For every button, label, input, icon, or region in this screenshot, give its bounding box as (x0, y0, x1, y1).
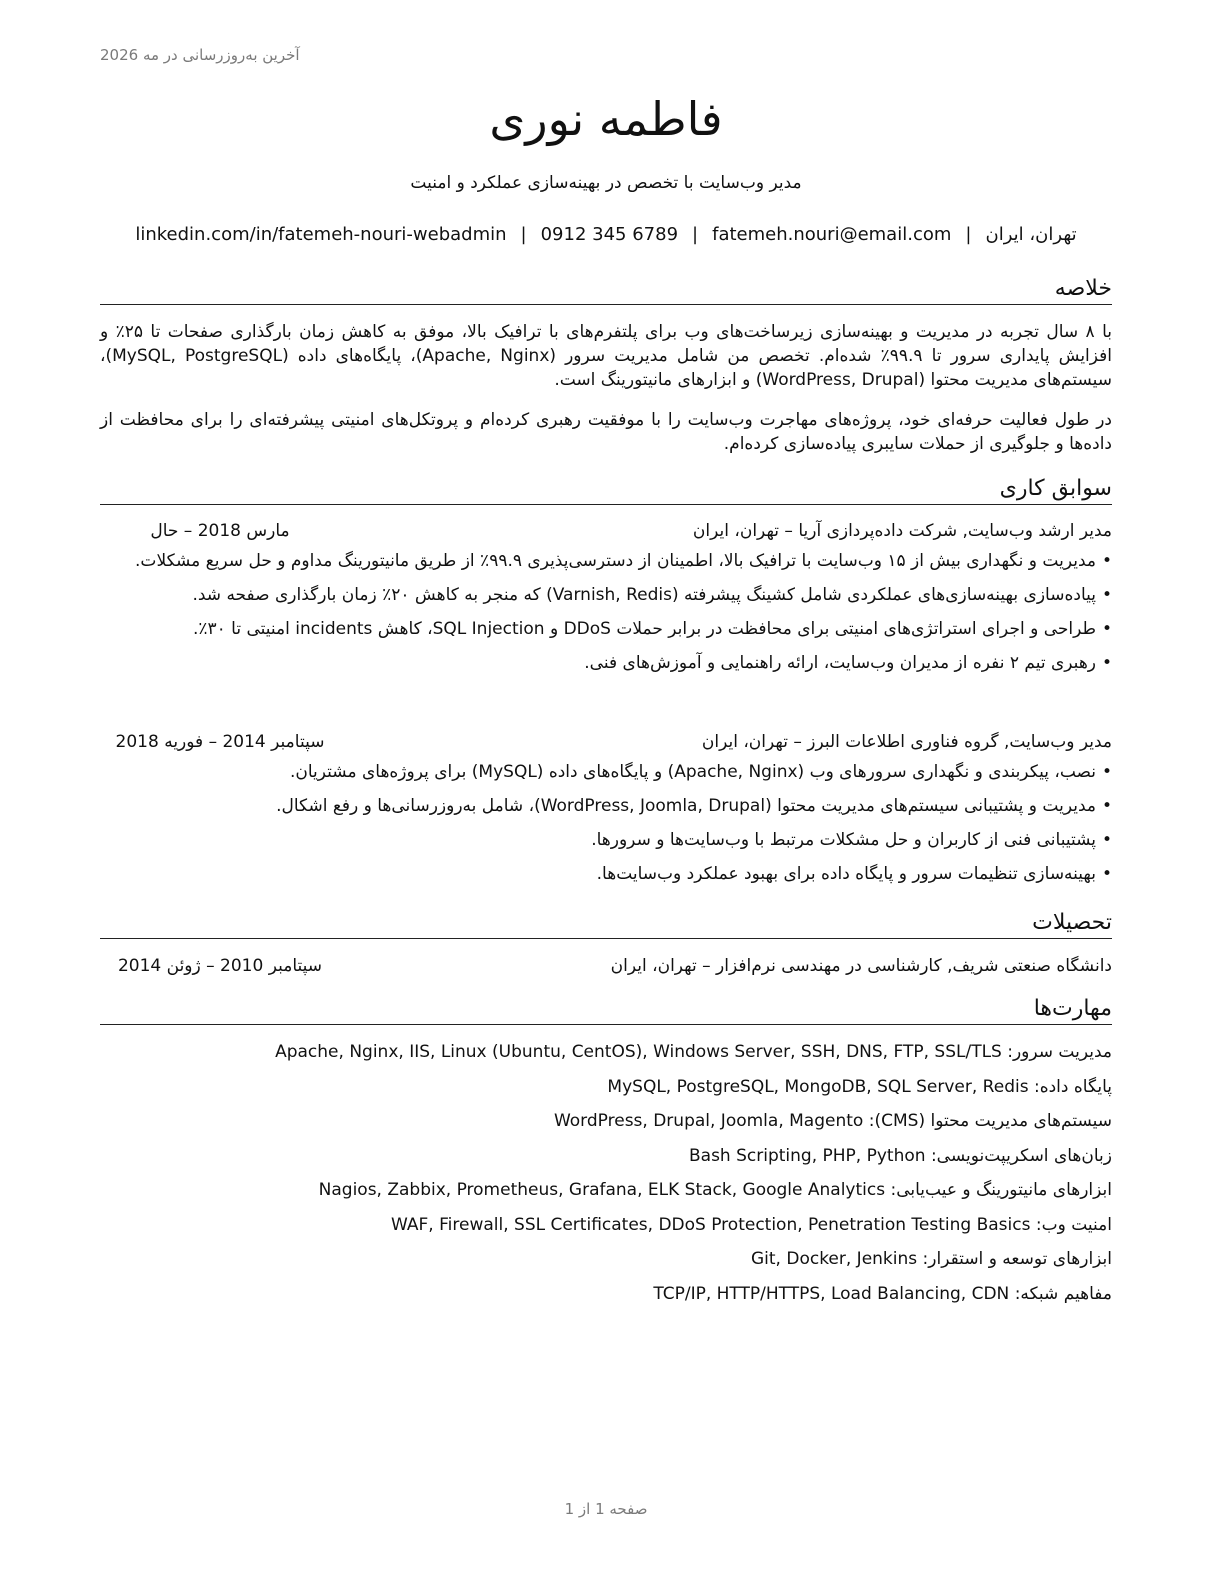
list-item: • طراحی و اجرای استراتژی‌های امنیتی برای محافظت در برابر حملات DDoS و SQL Injection، کاهش incidents امنیتی تا ۳۰٪. (100, 617, 1112, 641)
skill-row (100, 1144, 1112, 1179)
person-name: فاطمه نوری (489, 92, 723, 146)
skill-value: Apache, Nginx, IIS, Linux (Ubuntu, CentOS), Windows Server, SSH, DNS, FTP, SSL/TLS (275, 1042, 1002, 1062)
skill-label: پایگاه داده: (1033, 1076, 1112, 1097)
list-item: • پشتیبانی فنی از کاربران و حل مشکلات مرتبط با وب‌سایت‌ها و سرورها. (100, 828, 1112, 852)
job-title: مدیر وب‌سایت, گروه فناوری اطلاعات البرز – تهران، ایران (701, 732, 1112, 752)
job-title-subtitle: مدیر وب‌سایت با تخصص در بهینه‌سازی عملکرد و امنیت (410, 173, 802, 193)
contact-location: تهران، ایران (985, 224, 1077, 245)
skill-label: زبان‌های اسکریپت‌نویسی: (930, 1145, 1112, 1166)
skill-value: WAF, Firewall, SSL Certificates, DDoS Protection, Penetration Testing Basics (391, 1214, 1031, 1235)
list-item: • پیاده‌سازی بهینه‌سازی‌های عملکردی شامل کشینگ پیشرفته (Varnish, Redis) که منجر به کاهش ۲۰٪ زمان بارگذاری صفحه شد. (100, 583, 1112, 607)
summary-paragraph: با ۸ سال تجربه در مدیریت و بهینه‌سازی زیرساخت‌های وب برای پلتفرم‌های با ترافیک بالا، موفق به کاهش زمان بارگذاری صفحات تا ۲۵٪ و افزایش پایداری سرور تا ۹۹.۹٪ شده‌ام. تخصص من شامل مدیریت سرور (Apache, Nginx)، پایگاه‌های داده (MySQL, PostgreSQL)، سیستم‌های مدیریت محتوا (WordPress, Drupal) و ابزارهای مانیتورینگ است. (100, 322, 1112, 390)
summary-paragraph: در طول فعالیت حرفه‌ای خود، پروژه‌های مهاجرت وب‌سایت را با موفقیت رهبری کرده‌ام و پروتکل‌های امنیتی پیشرفته‌ای را برای محافظت از داده‌ها و جلوگیری از حملات سایبری پیاده‌سازی کرده‌ام. (100, 410, 1112, 454)
contact-separator: | (692, 224, 699, 245)
skill-value: MySQL, PostgreSQL, MongoDB, SQL Server, Redis (607, 1076, 1029, 1097)
section-title-education: تحصیلات (100, 909, 1112, 939)
skill-label: امنیت وب: (1035, 1214, 1112, 1235)
list-item: • رهبری تیم ۲ نفره از مدیران وب‌سایت، ارائه راهنمایی و آموزش‌های فنی. (100, 651, 1112, 675)
skill-row (100, 1178, 1112, 1213)
skill-value: Bash Scripting, PHP, Python (688, 1145, 926, 1166)
section-title-experience: سوابق کاری (100, 475, 1112, 505)
job-date: مارس 2018 – حال (150, 521, 290, 541)
skill-label: مفاهیم شبکه: (1014, 1283, 1112, 1304)
list-item: • بهینه‌سازی تنظیمات سرور و پایگاه داده برای بهبود عملکرد وب‌سایت‌ها. (100, 862, 1112, 886)
contact-line (100, 222, 1112, 248)
skill-label: سیستم‌های مدیریت محتوا (CMS): (868, 1111, 1112, 1131)
skill-label: ابزارهای توسعه و استقرار: (922, 1249, 1112, 1269)
resume-page (100, 0, 1112, 1584)
skill-row (100, 1282, 1112, 1317)
skill-row (100, 1109, 1112, 1144)
job-heading (100, 518, 1112, 544)
contact-separator: | (965, 224, 972, 245)
list-item: • نصب، پیکربندی و نگهداری سرورهای وب (Apache, Nginx) و پایگاه‌های داده (MySQL) برای پروژه‌های مشتریان. (100, 760, 1112, 784)
skill-label: مدیریت سرور: (1007, 1042, 1112, 1062)
skill-label: ابزارهای مانیتورینگ و عیب‌یابی: (890, 1180, 1112, 1200)
skill-row (100, 1075, 1112, 1110)
skills-list (100, 1040, 1112, 1316)
contact-email[interactable]: fatemeh.nouri@email.com (712, 224, 952, 245)
section-title-summary: خلاصه (100, 275, 1112, 305)
skill-value: Nagios, Zabbix, Prometheus, Grafana, ELK Stack, Google Analytics (318, 1180, 886, 1200)
list-item: • مدیریت و نگهداری بیش از ۱۵ وب‌سایت با ترافیک بالا، اطمینان از دسترسی‌پذیری ۹۹.۹٪ از طریق مانیتورینگ مداوم و حل سریع مشکلات. (100, 549, 1112, 573)
skill-row (100, 1213, 1112, 1248)
job-bullets (100, 549, 1112, 685)
last-updated-note: آخرین به‌روزرسانی در مه 2026 (100, 46, 300, 64)
contact-separator: | (520, 224, 527, 245)
skill-value: WordPress, Drupal, Joomla, Magento (553, 1111, 864, 1131)
skill-row (100, 1040, 1112, 1075)
page-number: صفحه 1 از 1 (564, 1500, 648, 1518)
job-date: سپتامبر 2014 – فوریه 2018 (115, 732, 325, 752)
skill-row (100, 1247, 1112, 1282)
contact-phone[interactable]: 0912 345 6789 (540, 224, 679, 245)
list-item: • مدیریت و پشتیبانی سیستم‌های مدیریت محتوا (WordPress, Joomla, Drupal)، شامل به‌روزرسانی‌ها و رفع اشکال. (100, 794, 1112, 818)
education-heading (100, 953, 1112, 979)
job-bullets (100, 760, 1112, 896)
skill-value: Git, Docker, Jenkins (750, 1249, 918, 1269)
job-heading (100, 729, 1112, 755)
job-title: مدیر ارشد وب‌سایت, شرکت داده‌پردازی آریا – تهران، ایران (692, 521, 1112, 541)
skill-value: TCP/IP, HTTP/HTTPS, Load Balancing, CDN (653, 1283, 1010, 1304)
contact-linkedin[interactable]: linkedin.com/in/fatemeh-nouri-webadmin (135, 224, 507, 245)
education-title: دانشگاه صنعتی شریف, کارشناسی در مهندسی نرم‌افزار – تهران، ایران (610, 956, 1112, 976)
section-title-skills: مهارت‌ها (100, 995, 1112, 1025)
education-date: سپتامبر 2010 – ژوئن 2014 (117, 956, 323, 976)
